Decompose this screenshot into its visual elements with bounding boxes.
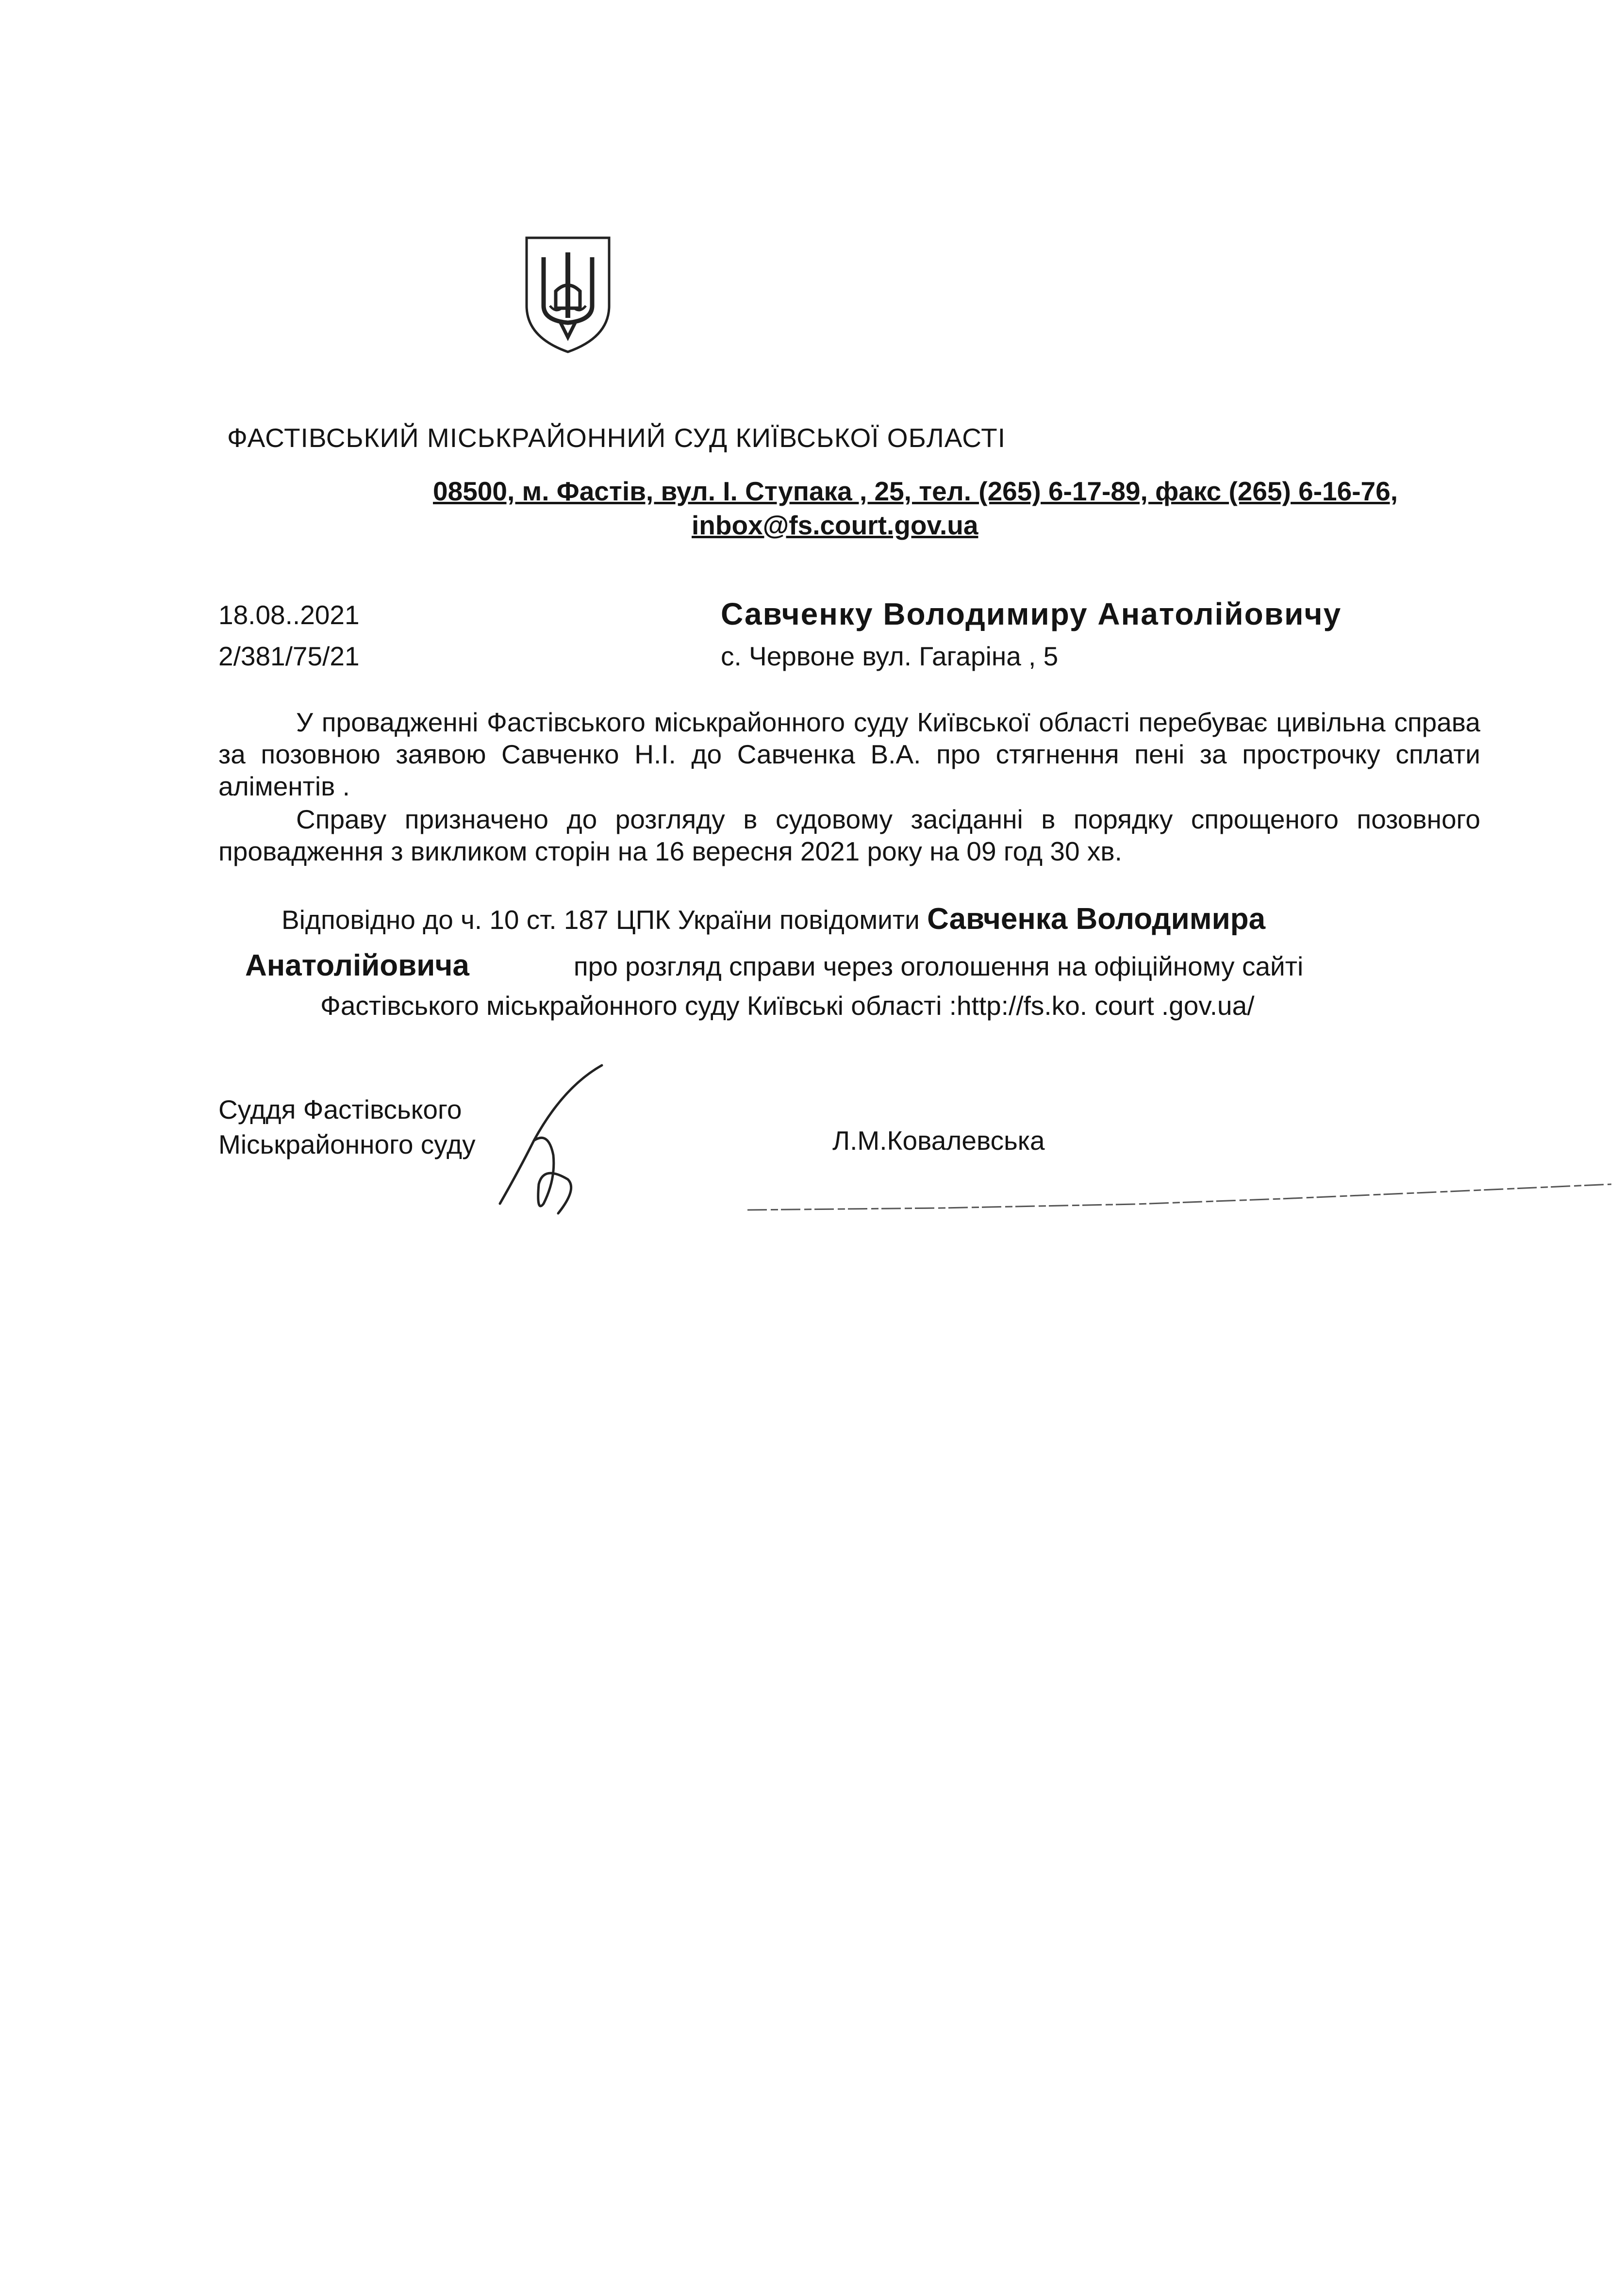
- paragraph-notice-line2: [245, 948, 1478, 983]
- judge-title: Суддя Фастівського Міськрайонного суду: [218, 1094, 476, 1159]
- court-email: inbox@fs.court.gov.ua: [692, 510, 978, 540]
- notice-name-part1: Савченка Володимира: [927, 902, 1266, 936]
- paragraph-hearing: Справу призначено до розгляду в судовому засіданні в порядку спрощеного позовного провадження з викликом сторін на 16 вересня 2021 року на 09 год 30 хв.: [218, 804, 1480, 866]
- judge-name: Л.М.Ковалевська: [832, 1125, 1045, 1156]
- notice-name-part2: Анатолійовича: [245, 949, 469, 982]
- scan-artifact-line: [747, 1158, 1611, 1216]
- court-name: ФАСТІВСЬКИЙ МІСЬКРАЙОННИЙ СУД КИЇВСЬКОЇ ОБЛАСТІ: [227, 423, 1006, 453]
- paragraph-notice-line3: Фастівського міськрайонного суду Київські області :http://fs.ko. court .gov.ua/: [320, 991, 1255, 1021]
- case-number: 2/381/75/21: [218, 641, 360, 671]
- recipient-name: Савченку Володимиру Анатолійовичу: [721, 596, 1342, 631]
- paragraph-notice-line1: [282, 902, 1446, 936]
- letter-date: 18.08..2021: [218, 600, 360, 630]
- notice-middle: про розгляд справи через оголошення на офіційному сайті: [573, 951, 1304, 981]
- trident-emblem-icon: [522, 233, 614, 354]
- paragraph-case-info: У провадженні Фастівського міськрайонного суду Київської області перебуває цивільна справа за позовною заявою Савченко Н.І. до Савченка В.А. про стягнення пені за прострочку сплати аліментів .: [218, 707, 1480, 801]
- recipient-address: с. Червоне вул. Гагаріна , 5: [721, 641, 1059, 671]
- handwritten-signature: [490, 1058, 616, 1218]
- notice-prefix: Відповідно до ч. 10 ст. 187 ЦПК України повідомити: [282, 905, 928, 935]
- court-address: 08500, м. Фастів, вул. І. Ступака , 25, тел. (265) 6-17-89, факс (265) 6-16-76,: [433, 476, 1398, 506]
